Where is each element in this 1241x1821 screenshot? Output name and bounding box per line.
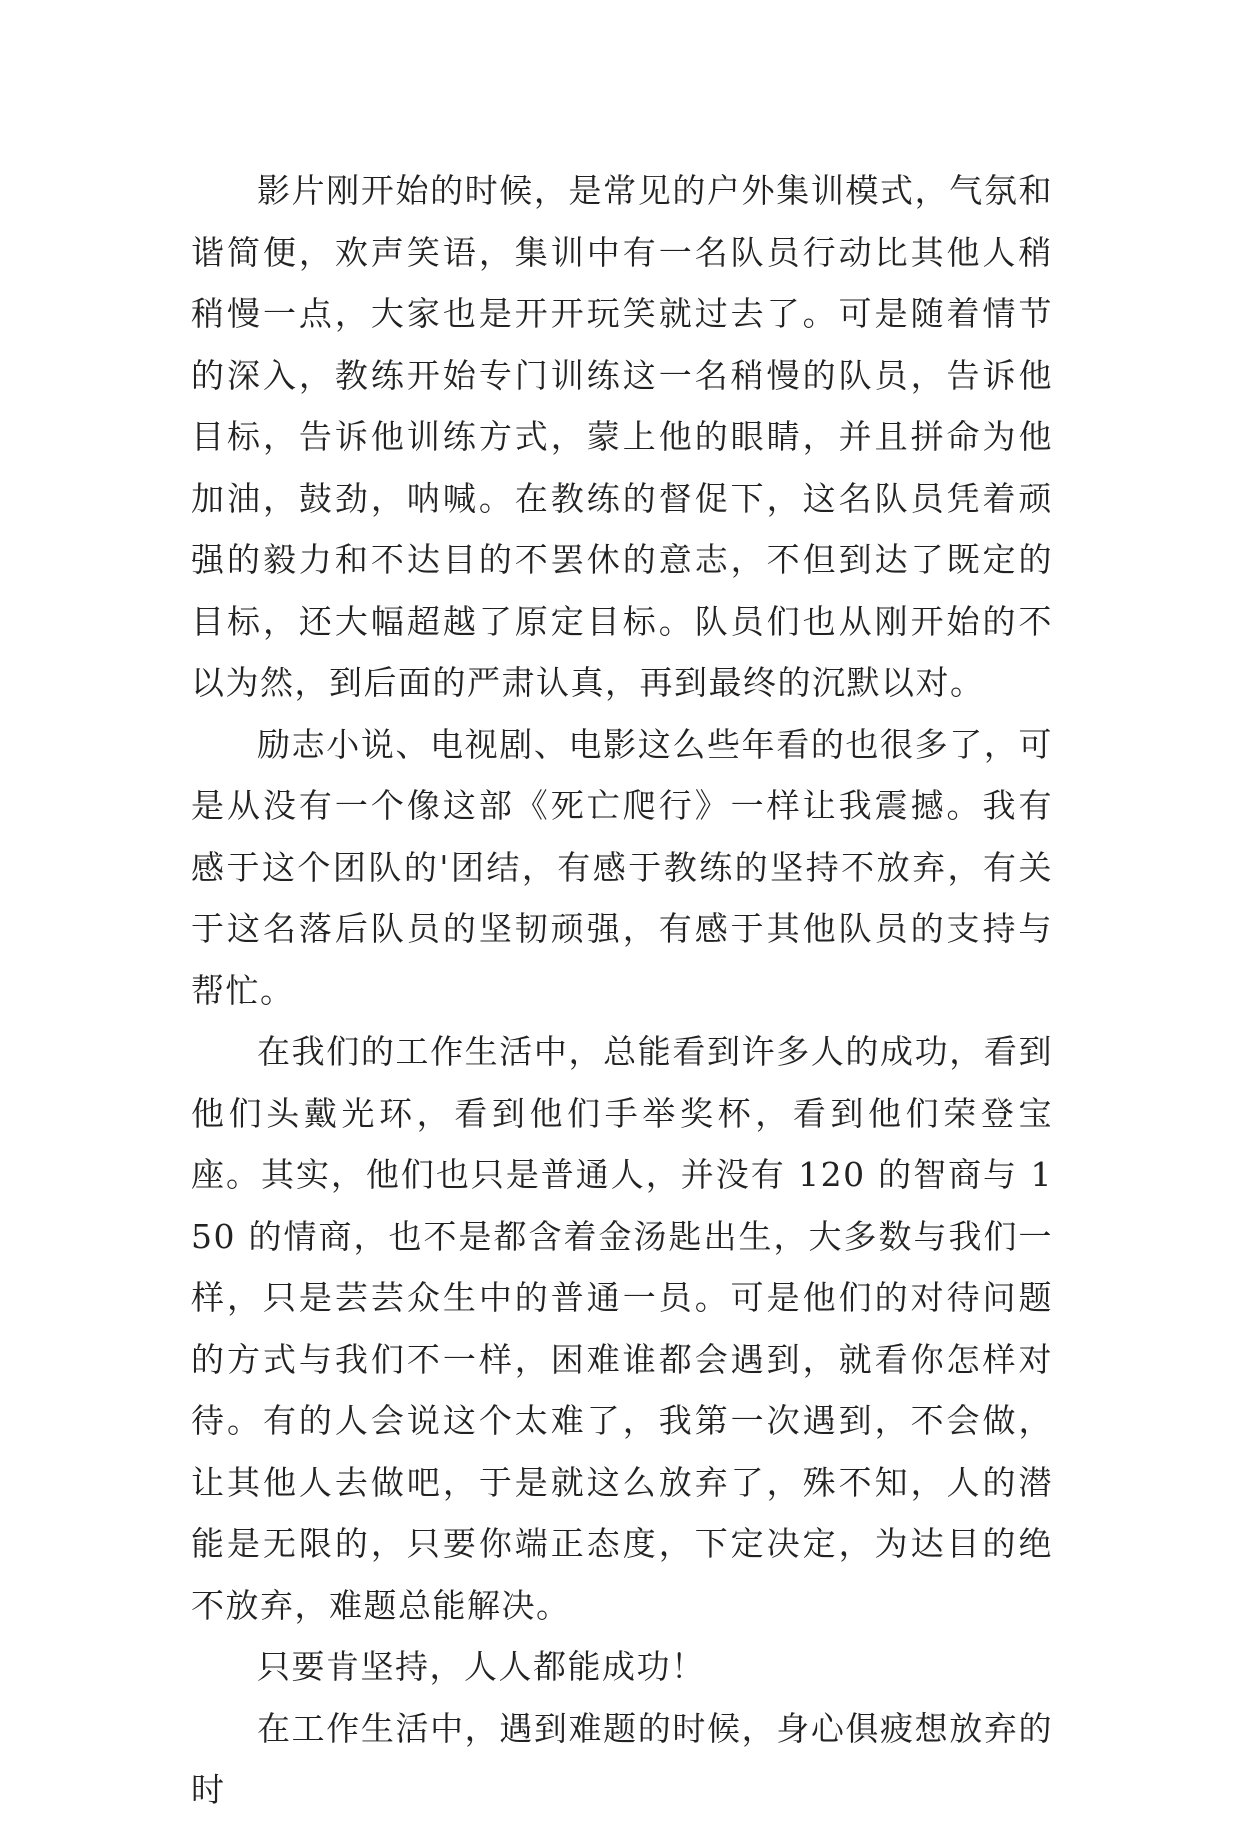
paragraph-4: 只要肯坚持，人人都能成功！ [257,1647,706,1686]
paragraph-2: 励志小说、电视剧、电影这么些年看的也很多了，可是从没有一个像这部《死亡爬行》一样让我震撼。我有感于这个团队的'团结，有感于教练的坚持不放弃，有关于这名落后队员的坚韧顽强，有感于其他队员的支持与帮忙。 [191,724,1053,1010]
paragraph-1: 影片刚开始的时候，是常见的户外集训模式，气氛和谐简便，欢声笑语，集训中有一名队员行动比其他人稍稍慢一点，大家也是开开玩笑就过去了。可是随着情节的深入，教练开始专门训练这一名稍慢的队员，告诉他目标，告诉他训练方式，蒙上他的眼睛，并且拼命为他加油，鼓劲，呐喊。在教练的督促下，这名队员凭着顽强的毅力和不达目的不罢休的意志，不但到达了既定的目标，还大幅超越了原定目标。队员们也从刚开始的不以为然，到后面的严肃认真，再到最终的沉默以对。 [191,171,1053,702]
paragraph-3: 在我们的工作生活中，总能看到许多人的成功，看到他们头戴光环，看到他们手举奖杯，看到他们荣登宝座。其实，他们也只是普通人，并没有 120 的智商与 150 的情商，也不是都含着金汤匙出生，大多数与我们一样，只是芸芸众生中的普通一员。可是他们的对待问题的方式与我们不一样，困难谁都会遇到，就看你怎样对待。有的人会说这个太难了，我第一次遇到，不会做，让其他人去做吧，于是就这么放弃了，殊不知，人的潜能是无限的，只要你端正态度，下定决定，为达目的绝不放弃，难题总能解决。 [191,1032,1053,1625]
paragraph-5: 在工作生活中，遇到难题的时候，身心俱疲想放弃的时 [191,1708,1053,1809]
document-body [191,160,1053,1821]
